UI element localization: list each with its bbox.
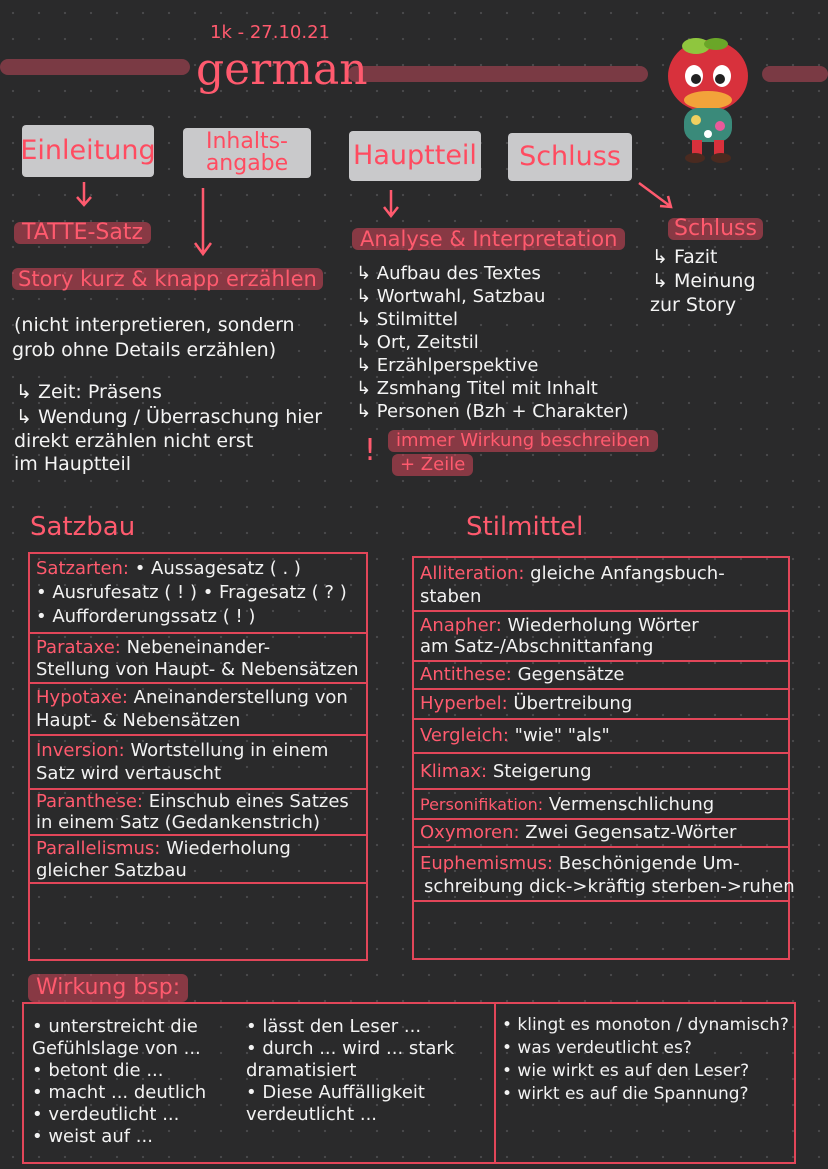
wirkung-col-2 <box>246 1016 454 1126</box>
list-item: • betont die ... <box>32 1060 164 1081</box>
definition: Wiederholung <box>160 838 291 859</box>
table-row <box>30 684 366 736</box>
fazit-line: ↳ Fazit <box>652 246 718 268</box>
wirkung-table <box>22 1002 796 1164</box>
term: Parataxe: <box>36 637 121 658</box>
table-row <box>30 790 366 836</box>
note-line-1: (nicht interpretieren, sondern <box>14 314 295 336</box>
term: Hypotaxe: <box>36 687 128 708</box>
meinung-line-2: zur Story <box>650 294 737 316</box>
table-row <box>414 662 788 690</box>
wirkung-col-3 <box>502 1014 789 1106</box>
list-item: • verdeutlicht ... <box>32 1104 180 1125</box>
term: Anapher: <box>420 615 502 636</box>
term: Vergleich: <box>420 725 509 746</box>
definition-line-2: schreibung dick->kräftig sterben->ruhen <box>424 876 795 897</box>
definition: Gegensätze <box>511 664 625 685</box>
table-row <box>414 790 788 820</box>
table-row <box>30 634 366 684</box>
stilmittel-title: Stilmittel <box>466 512 584 542</box>
list-item: • lässt den Leser ... <box>246 1016 422 1037</box>
wendung-line-2: direkt erzählen nicht erst <box>14 430 254 452</box>
definition: Wiederholung Wörter <box>501 615 699 636</box>
analyse-heading: Analyse & Interpretation <box>352 228 625 250</box>
header-date: 1k - 27.10.21 <box>210 22 330 43</box>
definition-line-2: Stellung von Haupt- & Nebensätzen <box>36 659 359 680</box>
list-item: dramatisiert <box>246 1060 357 1081</box>
definition-line-2: staben <box>420 586 482 607</box>
term: Paranthese: <box>36 791 143 812</box>
card-inhaltsangabe <box>183 128 311 178</box>
schluss-heading: Schluss <box>668 218 763 240</box>
list-item: • Diese Auffälligkeit <box>246 1082 425 1103</box>
table-row <box>414 720 788 754</box>
definition: Vermenschlichung <box>543 794 715 815</box>
definition: Nebeneinander- <box>120 637 271 658</box>
term: Parallelismus: <box>36 838 161 859</box>
warning-mark: ! <box>364 433 377 468</box>
card-einleitung-label: Einleitung <box>20 135 156 166</box>
list-item: Gefühlslage von ... <box>32 1038 201 1059</box>
analyse-item-4: ↳ Ort, Zeitstil <box>356 332 479 353</box>
note-line-2: grob ohne Details erzählen) <box>12 339 277 361</box>
table-row <box>414 754 788 790</box>
arrow-down-einleitung <box>74 180 94 210</box>
story-heading: Story kurz & knapp erzählen <box>12 268 323 290</box>
definition: Beschönigende Um- <box>553 853 740 874</box>
list-item: • was verdeutlicht es? <box>502 1038 692 1058</box>
header-bar-right <box>762 66 828 82</box>
stilmittel-table <box>412 556 795 960</box>
meinung-line-1: ↳ Meinung <box>652 270 756 292</box>
header-bar-left <box>0 59 190 75</box>
arrow-down-inhaltsangabe <box>192 186 214 258</box>
definition: Einschub eines Satzes <box>142 791 349 812</box>
wirkung-col-1 <box>32 1016 206 1148</box>
analyse-item-5: ↳ Erzählperspektive <box>356 355 539 376</box>
wirkung-title: Wirkung bsp: <box>28 974 188 1002</box>
table-row <box>414 690 788 720</box>
term: Oxymoren: <box>420 822 520 843</box>
list-item: • macht ... deutlich <box>32 1082 207 1103</box>
definition: Übertreibung <box>507 693 633 714</box>
list-item: • durch ... wird ... stark <box>246 1038 455 1059</box>
card-schluss <box>508 133 632 181</box>
definition: "wie" "als" <box>508 725 610 746</box>
definition-line-2: Haupt- & Nebensätzen <box>36 710 241 731</box>
card-hauptteil <box>349 131 481 181</box>
term: Inversion: <box>36 740 125 761</box>
term: Antithese: <box>420 664 512 685</box>
wendung-line-1: ↳ Wendung / Überraschung hier <box>16 406 323 428</box>
satzbau-table <box>28 552 368 961</box>
definition: Zwei Gegensatz-Wörter <box>519 822 737 843</box>
term: Euphemismus: <box>420 853 553 874</box>
definition: Aneinanderstellung von <box>127 687 348 708</box>
definition-line-2: am Satz-/Abschnittanfang <box>420 636 654 657</box>
definition: Steigerung <box>487 761 592 782</box>
definition-line-3: • Aufforderungssatz ( ! ) <box>36 606 256 627</box>
table-row <box>414 848 795 902</box>
wirkung-divider <box>494 1004 496 1162</box>
table-row <box>30 554 366 634</box>
list-item: • wirkt es auf die Spannung? <box>502 1084 749 1104</box>
page-title: german <box>196 44 368 95</box>
duck-character-illustration <box>664 26 754 166</box>
definition-line-2: Satz wird vertauscht <box>36 763 222 784</box>
card-inhaltsangabe-label-2: angabe <box>205 151 289 176</box>
term: Satzarten: <box>36 558 129 579</box>
term: Alliteration: <box>420 563 525 584</box>
arrow-diagonal-schluss <box>636 180 676 212</box>
definition: • Aussagesatz ( . ) <box>129 558 301 579</box>
table-row <box>414 612 788 662</box>
analyse-item-6: ↳ Zsmhang Titel mit Inhalt <box>356 378 598 399</box>
definition-line-2: gleicher Satzbau <box>36 860 187 881</box>
definition-line-2: in einem Satz (Gedankenstrich) <box>36 812 320 833</box>
term: Klimax: <box>420 761 488 782</box>
definition: Wortstellung in einem <box>124 740 329 761</box>
table-row <box>414 820 788 848</box>
warning-line-2: + Zeile <box>392 454 473 476</box>
table-row <box>30 836 366 884</box>
header-bar-middle <box>348 66 648 82</box>
table-row <box>414 558 788 612</box>
card-inhaltsangabe-label-1: Inhalts- <box>206 129 288 154</box>
term: Hyperbel: <box>420 693 508 714</box>
analyse-item-3: ↳ Stilmittel <box>356 309 459 330</box>
list-item: • wie wirkt es auf den Leser? <box>502 1061 750 1081</box>
card-schluss-label: Schluss <box>519 141 621 172</box>
analyse-item-2: ↳ Wortwahl, Satzbau <box>356 286 546 307</box>
card-hauptteil-label: Hauptteil <box>353 140 477 171</box>
list-item: • unterstreicht die <box>32 1016 198 1037</box>
definition: gleiche Anfangsbuch- <box>524 563 725 584</box>
arrow-down-hauptteil <box>380 188 402 220</box>
wendung-line-3: im Hauptteil <box>14 453 132 475</box>
tatte-satz-heading: TATTE-Satz <box>14 222 151 244</box>
list-item: verdeutlicht ... <box>246 1104 378 1125</box>
table-row <box>30 736 366 790</box>
zeit-line: ↳ Zeit: Präsens <box>16 381 162 403</box>
satzbau-title: Satzbau <box>30 512 136 542</box>
term: Personifikation: <box>420 795 544 814</box>
list-item: • klingt es monoton / dynamisch? <box>502 1015 789 1035</box>
analyse-item-7: ↳ Personen (Bzh + Charakter) <box>356 401 629 422</box>
list-item: • weist auf ... <box>32 1126 153 1147</box>
definition-line-2: • Ausrufesatz ( ! ) • Fragesatz ( ? ) <box>36 582 347 603</box>
warning-line-1: immer Wirkung beschreiben <box>388 430 658 452</box>
analyse-item-1: ↳ Aufbau des Textes <box>356 263 541 284</box>
card-einleitung <box>22 125 154 177</box>
